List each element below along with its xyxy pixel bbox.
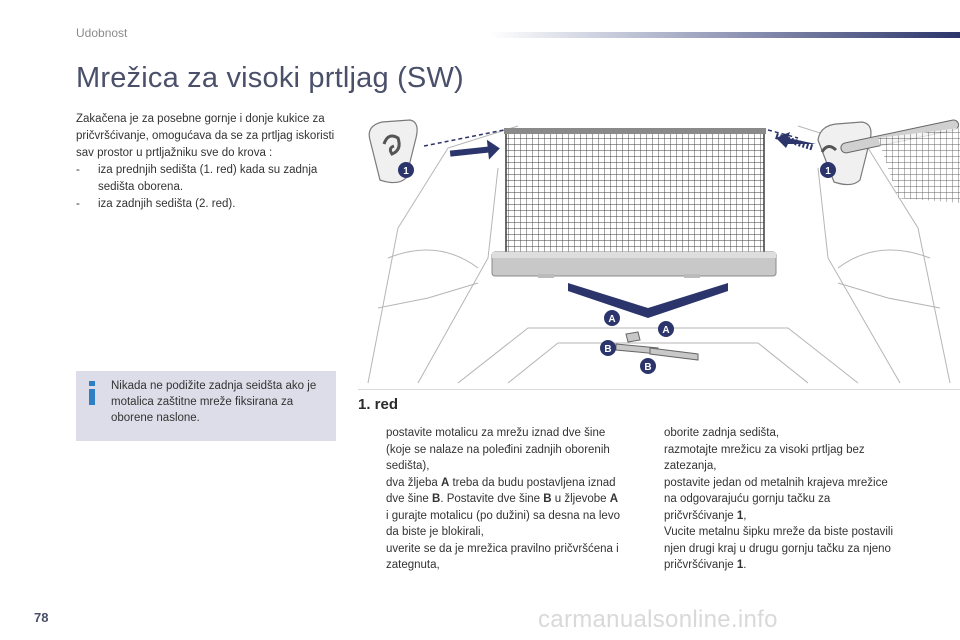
step-text: postavite jedan od metalnih krajeva mrežice na odgovarajuću gornju tačku za pričvršćivanje bbox=[664, 476, 888, 522]
label-b: B bbox=[604, 344, 612, 355]
step-text: i gurajte motalicu (po dužini) sa desna na levo da biste je blokirali, bbox=[386, 509, 620, 538]
label-a: A bbox=[662, 325, 670, 336]
step-text: razmotajte mrežicu za visoki prtljag bez zatezanja, bbox=[664, 443, 865, 472]
intro-item: - iza prednjih sedišta (1. red) kada su zadnja sedišta oborena. bbox=[76, 162, 346, 196]
step-item bbox=[640, 524, 900, 574]
info-text: Nikada ne podižite zadnja seidšta ako je motalica zaštitne mreže fiksirana za oborene naslone. bbox=[111, 380, 317, 424]
step-ref: B bbox=[543, 493, 552, 505]
step-text: dva žljeba bbox=[386, 476, 441, 489]
steps-right bbox=[640, 425, 900, 574]
step-item bbox=[362, 475, 620, 541]
page-title: Mrežica za visoki prtljag (SW) bbox=[76, 62, 464, 94]
section-header: Udobnost bbox=[76, 26, 128, 40]
info-icon bbox=[85, 380, 99, 406]
step-text: oborite zadnja sedišta, bbox=[664, 427, 780, 439]
cargo-net bbox=[506, 132, 764, 254]
intro-item: - iza zadnjih sedišta (2. red). bbox=[76, 196, 346, 213]
step-item bbox=[640, 425, 900, 442]
label-one: 1 bbox=[825, 166, 831, 177]
intro-list bbox=[76, 162, 346, 213]
step-text: , bbox=[743, 509, 747, 522]
steps-left bbox=[362, 425, 620, 574]
section-heading: 1. red bbox=[358, 396, 399, 413]
label-b: B bbox=[644, 362, 652, 373]
step-item bbox=[640, 475, 900, 525]
step-ref: A bbox=[609, 493, 619, 505]
net-top-bar bbox=[504, 128, 766, 134]
step-text: treba da budu postavljena iznad dve šine bbox=[386, 476, 616, 505]
step-ref: B bbox=[432, 493, 441, 505]
label-one: 1 bbox=[403, 166, 409, 177]
label-a: A bbox=[608, 314, 616, 325]
watermark: carmanualsonline.info bbox=[538, 606, 778, 633]
step-text: . bbox=[743, 559, 747, 571]
intro-paragraph: Zakačena je za posebne gornje i donje kukice za pričvršćivanje, omogućava da se za prtljag iskoristi sav prostor u prtljažniku sve do krova : bbox=[76, 113, 335, 159]
step-text: Vucite metalnu šipku mreže da biste postavili njen drugi kraj u drugu gornju tačku za njeno pričvršćivanje bbox=[664, 526, 894, 571]
header-gradient-bar bbox=[490, 32, 960, 38]
step-ref: A bbox=[440, 476, 450, 489]
step-item bbox=[362, 425, 620, 475]
step-ref: 1 bbox=[736, 559, 744, 571]
step-item bbox=[640, 442, 900, 475]
step-item bbox=[362, 541, 620, 574]
step-text: postavite motalicu za mrežu iznad dve šine (koje se nalaze na poleđini zadnjih oborenih sedišta), bbox=[386, 427, 610, 472]
intro-block bbox=[76, 111, 346, 213]
page-number: 78 bbox=[34, 610, 49, 625]
trunk-illustration bbox=[358, 108, 960, 390]
step-text: uverite se da je mrežica pravilno pričvršćena i zategnuta, bbox=[386, 542, 619, 571]
step-ref: 1 bbox=[736, 509, 744, 522]
step-text: . Postavite dve šine bbox=[440, 493, 544, 505]
info-box bbox=[76, 371, 336, 441]
step-text: u žljevobe bbox=[551, 493, 610, 505]
